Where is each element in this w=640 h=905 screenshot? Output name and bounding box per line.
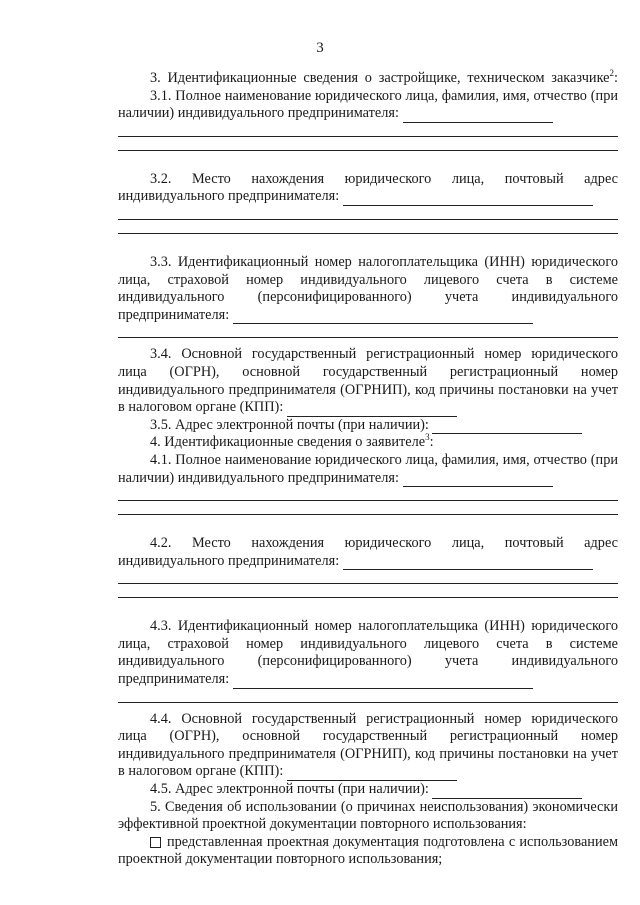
field-4-2-line-2[interactable] [118, 584, 618, 598]
field-3-1-line-2[interactable] [118, 137, 618, 151]
field-3-2-line-1[interactable] [118, 206, 618, 220]
footnote-mark: 3 [425, 432, 430, 443]
field-3-3-label: 3.3. Идентификационный номер налогоплательщика (ИНН) юридического лица, страховой номер индивидуального лицевого счета в системе индивидуального (персонифицированного) учета индивидуального предпринимателя: [118, 253, 618, 323]
form-content [118, 70, 618, 869]
field-3-5-input[interactable] [432, 419, 582, 434]
field-4-2-input[interactable] [343, 555, 593, 570]
field-4-1-label: 4.1. Полное наименование юридического лица, фамилия, имя, отчество (при наличии) индивидуального предпринимателя: [118, 451, 618, 486]
section-5-heading: 5. Сведения об использовании (о причинах неиспользования) экономически эффективной проектной документации повторного использования: [118, 798, 618, 833]
field-4-2-line-1[interactable] [118, 570, 618, 584]
field-4-3-label: 4.3. Идентификационный номер налогоплательщика (ИНН) юридического лица, страховой номер индивидуального лицевого счета в системе индивидуального (персонифицированного) учета индивидуального предпринимателя: [118, 618, 618, 688]
option-reuse-docs: представленная проектная документация подготовлена с использованием проектной документации повторного использования; [118, 833, 618, 868]
field-4-1-line-1[interactable] [118, 487, 618, 501]
field-3-2-line-2[interactable] [118, 220, 618, 234]
checkbox-reuse-docs[interactable] [150, 837, 161, 848]
field-4-5-label: 4.5. Адрес электронной почты (при наличии): [118, 781, 618, 799]
field-3-1-line-1[interactable] [118, 123, 618, 137]
field-3-2-label: 3.2. Место нахождения юридического лица, почтовый адрес индивидуального предпринимателя: [118, 170, 618, 205]
field-3-5-label: 3.5. Адрес электронной почты (при наличии): [118, 417, 618, 435]
field-4-4-label: 4.4. Основной государственный регистрационный номер юридического лица (ОГРН), основной государственный регистрационный номер индивидуального предпринимателя (ОГРНИП), код причины постановки на учет в налоговом органе (КПП): [118, 710, 618, 780]
field-3-4-label: 3.4. Основной государственный регистрационный номер юридического лица (ОГРН), основной государственный регистрационный номер индивидуального предпринимателя (ОГРНИП), код причины постановки на учет в налоговом органе (КПП): [118, 346, 618, 416]
field-3-2-input[interactable] [343, 191, 593, 206]
field-4-5-input[interactable] [432, 784, 582, 799]
footnote-mark: 2 [609, 68, 615, 79]
page-number: 3 [316, 40, 324, 56]
field-4-1-line-2[interactable] [118, 501, 618, 515]
section-4-heading: 4. Идентификационные сведения о заявителе$^3$: [150, 432, 434, 451]
field-4-3-line-1[interactable] [118, 689, 618, 703]
field-3-1-label: 3.1. Полное наименование юридического лица, фамилия, имя, отчество (при наличии) индивидуального предпринимателя: [118, 87, 618, 122]
field-3-4-input[interactable] [287, 402, 457, 417]
field-4-4-input[interactable] [287, 766, 457, 781]
field-3-3-line-1[interactable] [118, 324, 618, 338]
field-4-1-input[interactable] [403, 472, 553, 487]
field-3-1-input[interactable] [403, 108, 553, 123]
field-3-3-input[interactable] [233, 309, 533, 324]
field-4-2-label: 4.2. Место нахождения юридического лица, почтовый адрес индивидуального предпринимателя: [118, 535, 618, 569]
field-4-3-input[interactable] [233, 674, 533, 689]
section-3-heading: 3. Идентификационные сведения о застройщике, техническом заказчике$^2$: [150, 68, 618, 86]
